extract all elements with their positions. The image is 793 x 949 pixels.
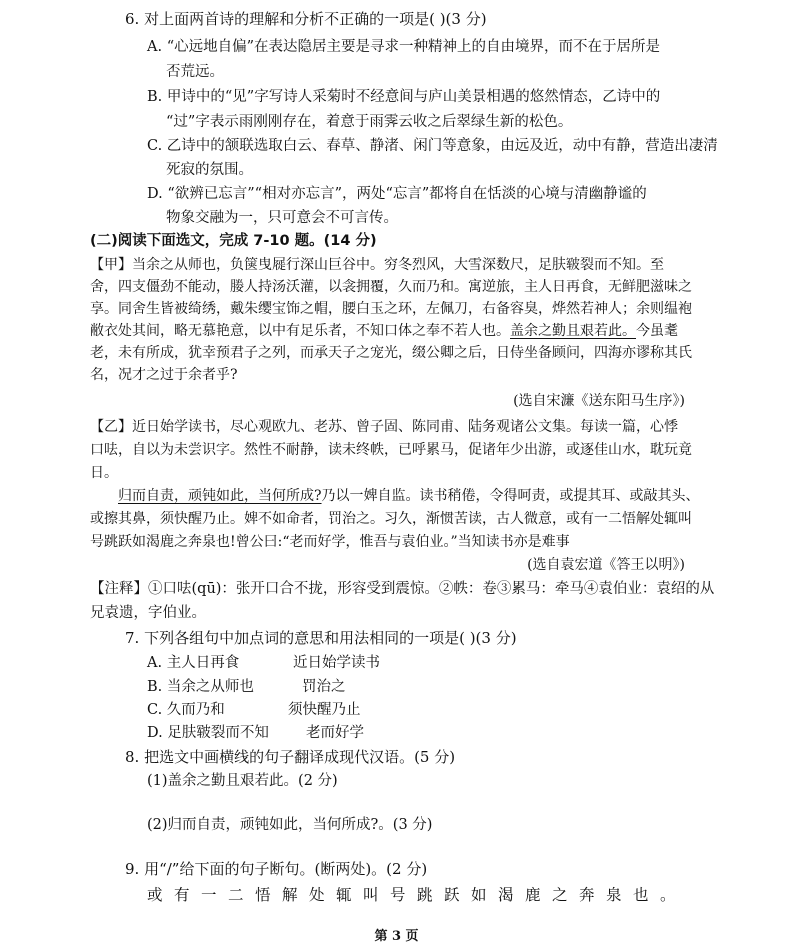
q7-option-d-left: D. 足肤皲裂而不知 xyxy=(147,725,269,741)
q7-option-b-right: 罚治之 xyxy=(302,679,346,695)
q6-option-c: C. 乙诗中的颔联选取白云、春草、静渚、闲门等意象，由远及近，动中有静，营造出凄清 xyxy=(147,138,718,154)
q6-option-c-cont: 死寂的氛围。 xyxy=(166,162,253,178)
q6-option-b-cont: “过”字表示雨刚刚存在，着意于雨霁云收之后翠绿生新的松色。 xyxy=(166,114,573,130)
q7-option-a-right: 近日始学读书 xyxy=(293,655,380,671)
q7-option-c-right: 须快醒乃止 xyxy=(288,702,361,718)
passage-yi-line: 或擦其鼻，须快醒乃止。婢不如命者，罚治之。习久，渐惯苦读，古人微意，或有一二悟解处辄叫 xyxy=(90,511,692,527)
q8-sub-1: (1)盖余之勤且艰若此。(2 分) xyxy=(147,773,338,789)
notes-line: 【注释】①口呿(qū)：张开口合不拢，形容受到震惊。②帙：卷③累马：牵马④袁伯业：袁绍的从 xyxy=(90,581,715,597)
q6-option-d-cont: 物象交融为一，只可意会不可言传。 xyxy=(166,210,398,226)
passage-jia-source: (选自宋濂《送东阳马生序》) xyxy=(513,393,685,409)
passage-jia-line: 享。同舍生皆被绮绣，戴朱缨宝饰之帽，腰白玉之环，左佩刀，右备容臭，烨然若神人；余则缊袍 xyxy=(90,301,692,317)
passage-jia-line: 老，未有所成，犹幸预君子之列，而承天子之宠光，缀公卿之后，日侍坐备顾问，四海亦谬称其氏 xyxy=(90,345,692,361)
q9-stem: 9. 用“/”给下面的句子断句。(断两处)。(2 分) xyxy=(125,860,428,878)
passage-jia-text: 敝衣处其间，略无慕艳意，以中有足乐者，不知口体之奉不若人也。 xyxy=(90,323,510,339)
notes-line: 兄袁遗，字伯业。 xyxy=(90,605,206,621)
passage-yi-line: 口呿，自以为未尝识字。然性不耐静，读未终帙，已呼累马，促诸年少出游，或逐佳山水，耽玩竟 xyxy=(90,442,692,458)
q7-option-d-right: 老而好学 xyxy=(306,725,364,741)
passage-yi-line: 日。 xyxy=(90,465,118,481)
passage-jia-text: 今虽耄 xyxy=(636,323,678,339)
q6-option-a: A. “心远地自偏”在表达隐居主要是寻求一种精神上的自由境界，而不在于居所是 xyxy=(147,39,661,55)
passage-jia-line xyxy=(90,324,678,338)
q6-option-a-cont: 否荒远。 xyxy=(166,64,224,80)
passage-yi-source: (选自袁宏道《答王以明》) xyxy=(527,557,685,573)
q6-option-d: D. “欲辨已忘言”“相对亦忘言”，两处“忘言”都将自在恬淡的心境与清幽静谧的 xyxy=(147,186,647,202)
passage-yi-text: 乃以一婢自监。读书稍倦，令得呵责，或提其耳、或敲其头、 xyxy=(321,488,700,504)
passage-jia-line: 舍，四支僵劲不能动，媵人持汤沃灌，以衾拥覆，久而乃和。寓逆旅，主人日再食，无鲜肥滋味之 xyxy=(90,279,692,295)
passage-jia-line: 【甲】当余之从师也，负箧曳屣行深山巨谷中。穷冬烈风，大雪深数尺，足肤皲裂而不知。至 xyxy=(90,257,664,273)
q7-option-a-left: A. 主人日再食 xyxy=(147,655,240,671)
q7-option-c-left: C. 久而乃和 xyxy=(147,702,225,718)
q8-sub-2: (2)归而自责，顽钝如此，当何所成?。(3 分) xyxy=(147,817,433,833)
passage-yi-line xyxy=(118,489,700,503)
passage-yi-line: 【乙】近日始学读书，尽心观欧九、老苏、曾子固、陈同甫、陆务观诸公文集。每读一篇，心悸 xyxy=(90,419,678,435)
q8-stem: 8. 把选文中画横线的句子翻译成现代汉语。(5 分) xyxy=(125,748,456,766)
q9-sentence: 或有一二悟解处辄叫号跳跃如渴鹿之奔泉也。 xyxy=(147,886,688,904)
q6-option-b: B. 甲诗中的“见”字写诗人采菊时不经意间与庐山美景相遇的悠然情态，乙诗中的 xyxy=(147,89,661,105)
section-heading: (二)阅读下面选文，完成 7-10 题。(14 分) xyxy=(90,233,377,249)
underlined-sentence-2: 归而自责，顽钝如此，当何所成? xyxy=(118,488,322,504)
passage-yi-line: 号跳跃如渴鹿之奔泉也!曾公曰:“老而好学，惟吾与袁伯业。”当知读书亦是难事 xyxy=(90,534,570,550)
q7-stem: 7. 下列各组句中加点词的意思和用法相同的一项是( )(3 分) xyxy=(125,629,517,647)
page-number: 第 3 页 xyxy=(374,929,419,944)
q6-stem: 6. 对上面两首诗的理解和分析不正确的一项是( )(3 分) xyxy=(125,10,487,28)
passage-jia-line: 名，况才之过于余者乎? xyxy=(90,367,238,383)
underlined-sentence-1: 盖余之勤且艰若此。 xyxy=(510,323,636,339)
q7-option-b-left: B. 当余之从师也 xyxy=(147,679,254,695)
